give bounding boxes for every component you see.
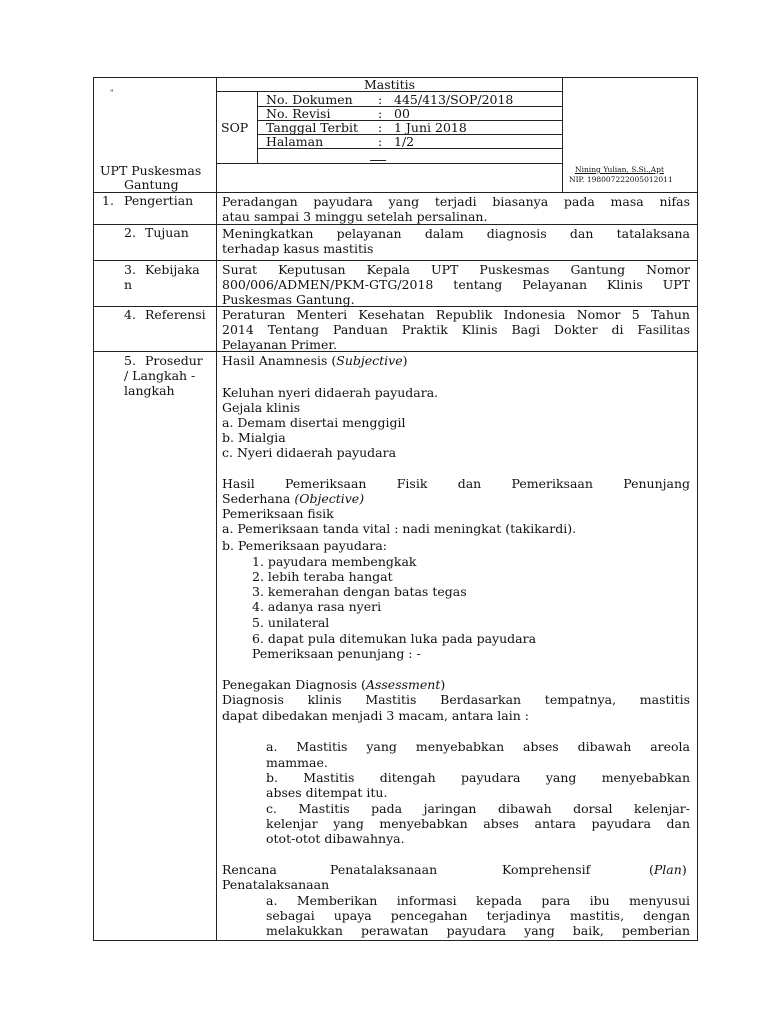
diagnosis-intro-line2: dapat dibedakan menjadi 3 macam, antara lain : bbox=[222, 708, 529, 723]
section-3-label-line1: Kebijaka bbox=[145, 262, 200, 277]
plan-a-line2: sebagai upaya pencegahan terjadinya mastitis, dengan bbox=[266, 908, 690, 923]
revision-sep: : bbox=[378, 106, 383, 121]
gejala-heading: Gejala klinis bbox=[222, 400, 301, 415]
section-4-label: Referensi bbox=[145, 307, 206, 322]
section-5-label-line1: Prosedur bbox=[145, 353, 203, 368]
anamnesis-heading: Hasil Anamnesis (Subjective) bbox=[222, 353, 408, 368]
diagnosis-heading: Penegakan Diagnosis (Assessment) bbox=[222, 677, 446, 692]
diagnosis-c-line1: c. Mastitis pada jaringan dibawah dorsal kelenjar- bbox=[266, 801, 690, 816]
section-5-label-line3: langkah bbox=[124, 383, 175, 398]
pemeriksaan-b: b. Pemeriksaan payudara: bbox=[222, 538, 387, 553]
section-4-number: 4. bbox=[124, 307, 136, 322]
revision-value: 00 bbox=[394, 106, 410, 121]
issue-date-sep: : bbox=[378, 120, 383, 135]
penunjang-text: Pemeriksaan penunjang : - bbox=[252, 646, 421, 661]
plan-heading-plan: (Plan) bbox=[649, 862, 687, 877]
section-4-text-line1: Peraturan Menteri Kesehatan Republik Indonesia Nomor 5 Tahun bbox=[222, 307, 690, 322]
signer-name: Nining Yulian, S.Si.,Apt bbox=[575, 165, 664, 174]
section-3-text-line1: Surat Keputusan Kepala UPT Puskesmas Gantung Nomor bbox=[222, 262, 690, 277]
diagnosis-b-line2: abses ditempat itu. bbox=[266, 785, 388, 800]
pemeriksaan-heading-line1: Hasil Pemeriksaan Fisik dan Pemeriksaan Penunjang bbox=[222, 476, 690, 491]
section-5-label-line2: / Langkah - bbox=[124, 368, 196, 383]
section-1-text-line2: atau sampai 3 minggu setelah persalinan. bbox=[222, 209, 488, 224]
section-3-number: 3. bbox=[124, 262, 136, 277]
payudara-item: 1. payudara membengkak bbox=[252, 554, 417, 569]
diagnosis-c-line3: otot-otot dibawahnya. bbox=[266, 831, 405, 846]
section-1-text-line1: Peradangan payudara yang terjadi biasanya pada masa nifas bbox=[222, 194, 690, 209]
diagnosis-a-line2: mammae. bbox=[266, 755, 328, 770]
signer-nip: NIP. 198007222005012011 bbox=[569, 175, 673, 184]
gejala-item: a. Demam disertai menggigil bbox=[222, 415, 406, 430]
payudara-item: 2. lebih teraba hangat bbox=[252, 569, 393, 584]
diagnosis-c-line2: kelenjar yang menyebabkan abses antara payudara dan bbox=[266, 816, 690, 831]
pemeriksaan-fisik-heading: Pemeriksaan fisik bbox=[222, 506, 334, 521]
header-right-divider bbox=[562, 77, 563, 193]
section-5-number: 5. bbox=[124, 353, 136, 368]
section-4-text-line2: 2014 Tentang Panduan Praktik Klinis Bagi Dokter di Fasilitas bbox=[222, 322, 690, 337]
org-name-line2: Gantung bbox=[124, 177, 179, 192]
section-2-text-line1: Meningkatkan pelayanan dalam diagnosis dan tatalaksana bbox=[222, 226, 690, 241]
section-2-text-line2: terhadap kasus mastitis bbox=[222, 241, 374, 256]
page-value: 1/2 bbox=[394, 134, 415, 149]
doc-number-label: No. Dokumen bbox=[266, 92, 353, 107]
corner-mark: " bbox=[110, 88, 114, 97]
payudara-item: 3. kemerahan dengan batas tegas bbox=[252, 584, 467, 599]
gejala-item: c. Nyeri didaerah payudara bbox=[222, 445, 397, 460]
doc-number-value: 445/413/SOP/2018 bbox=[394, 92, 514, 107]
page-label: Halaman bbox=[266, 134, 324, 149]
plan-heading-word3: Komprehensif bbox=[502, 862, 591, 877]
org-name-line1: UPT Puskesmas bbox=[100, 163, 202, 178]
plan-a-line3: melakukkan perawatan payudara yang baik, pemberian bbox=[266, 923, 690, 938]
section-3-label-line2: n bbox=[124, 277, 133, 292]
page-sep: : bbox=[378, 134, 383, 149]
table-border-left bbox=[93, 77, 94, 941]
issue-date-label: Tanggal Terbit bbox=[266, 120, 359, 135]
row-line-4 bbox=[93, 351, 698, 352]
sop-label: SOP bbox=[221, 120, 249, 135]
table-col-divider bbox=[216, 77, 217, 941]
section-1-label: Pengertian bbox=[124, 193, 194, 208]
pemeriksaan-a: a. Pemeriksaan tanda vital : nadi meningkat (takikardi). bbox=[222, 521, 577, 536]
plan-a-line1: a. Memberikan informasi kepada para ibu menyusui bbox=[266, 893, 690, 908]
plan-heading-word1: Rencana bbox=[222, 862, 277, 877]
payudara-item: 4. adanya rasa nyeri bbox=[252, 599, 382, 614]
gejala-item: b. Mialgia bbox=[222, 430, 286, 445]
diagnosis-a-line1: a. Mastitis yang menyebabkan abses dibawah areola bbox=[266, 739, 690, 754]
section-1-number: 1. bbox=[102, 193, 114, 208]
sop-col-divider bbox=[257, 91, 258, 163]
section-2-number: 2. bbox=[124, 225, 136, 240]
row-line-2 bbox=[93, 260, 698, 261]
section-3-text-line3: Puskesmas Gantung. bbox=[222, 292, 355, 307]
diagnosis-b-line1: b. Mastitis ditengah payudara yang menyebabkan bbox=[266, 770, 690, 785]
section-3-text-line2: 800/006/ADMEN/PKM-GTG/2018 tentang Pelayanan Klinis UPT bbox=[222, 277, 690, 292]
section-4-text-line3: Pelayanan Primer. bbox=[222, 337, 337, 352]
issue-date-value: 1 Juni 2018 bbox=[394, 120, 467, 135]
table-border-bottom bbox=[93, 940, 698, 941]
header-mid-line bbox=[216, 163, 563, 164]
section-2-label: Tujuan bbox=[145, 225, 189, 240]
payudara-item: 6. dapat pula ditemukan luka pada payudara bbox=[252, 631, 537, 646]
penatalaksanaan-heading: Penatalaksanaan bbox=[222, 877, 330, 892]
pemeriksaan-heading-line2: Sederhana (Objective) bbox=[222, 491, 365, 506]
diagnosis-intro-line1: Diagnosis klinis Mastitis Berdasarkan tempatnya, mastitis bbox=[222, 692, 690, 707]
document-title: Mastitis bbox=[363, 77, 416, 92]
revision-label: No. Revisi bbox=[266, 106, 331, 121]
plan-heading-word2: Penatalaksanaan bbox=[330, 862, 438, 877]
table-border-right bbox=[697, 77, 698, 941]
date-underline-mark bbox=[370, 160, 386, 161]
doc-number-sep: : bbox=[378, 92, 383, 107]
payudara-item: 5. unilateral bbox=[252, 615, 330, 630]
keluhan-text: Keluhan nyeri didaerah payudara. bbox=[222, 385, 439, 400]
